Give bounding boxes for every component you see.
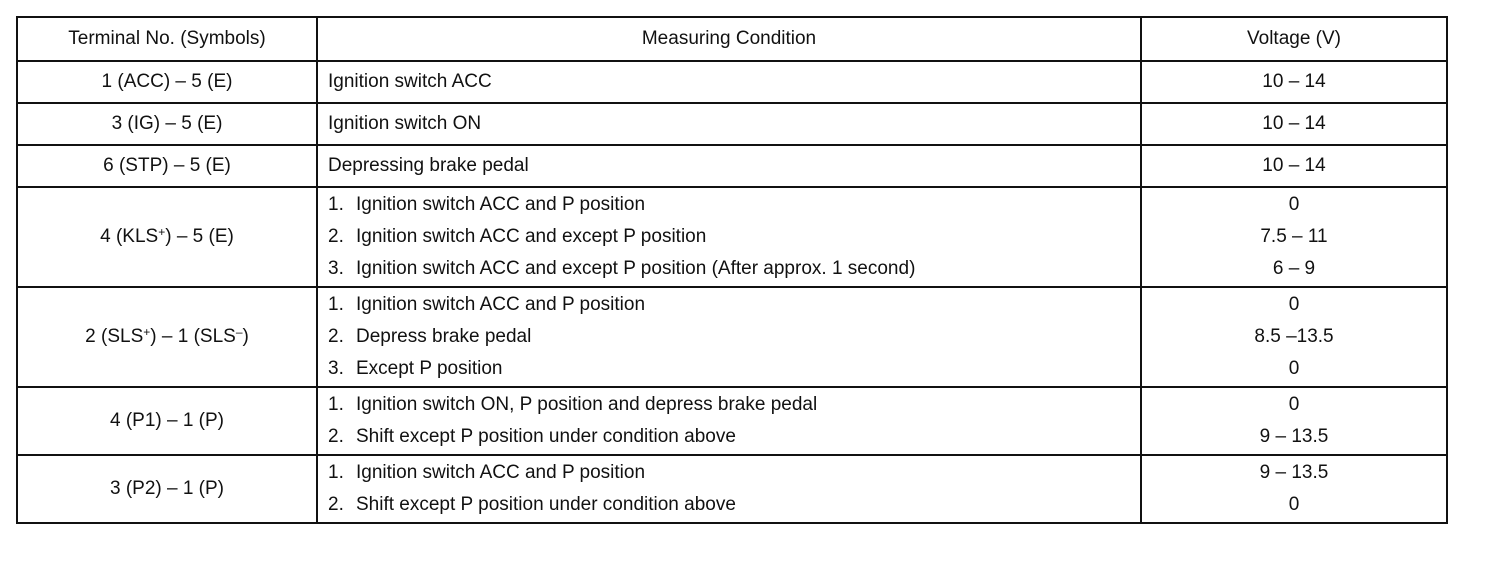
- table-row: [17, 387, 1447, 455]
- condition-text: Ignition switch ACC and except P position (After approx. 1 second): [356, 258, 916, 279]
- condition-line: Ignition switch ON: [328, 113, 482, 134]
- voltage-value: 10 – 14: [1262, 155, 1326, 176]
- condition-line: Depressing brake pedal: [328, 155, 529, 176]
- condition-text: Shift except P position under condition above: [356, 426, 736, 447]
- condition-text: Shift except P position under condition above: [356, 494, 736, 515]
- terminal-text-part: 2 (SLS: [85, 326, 144, 347]
- condition-number: 1.: [328, 194, 344, 215]
- voltage-value: 0: [1288, 358, 1300, 379]
- condition-cell: [317, 455, 1141, 523]
- terminal-text-part: ): [242, 326, 249, 347]
- condition-line: [328, 353, 1130, 385]
- condition-cell: [317, 387, 1141, 455]
- condition-number: 2.: [328, 426, 344, 447]
- terminal-cell: 4 (P1) – 1 (P): [17, 387, 317, 455]
- condition-text: Ignition switch ACC and P position: [356, 294, 646, 315]
- voltage-cell: [1141, 61, 1447, 103]
- condition-text: Except P position: [356, 358, 503, 379]
- table-row: [17, 455, 1447, 523]
- condition-cell: [317, 61, 1141, 103]
- condition-line: [328, 457, 1130, 489]
- condition-cell: [317, 287, 1141, 387]
- condition-line: [328, 289, 1130, 321]
- condition-number: 2.: [328, 226, 344, 247]
- voltage-cell: [1141, 187, 1447, 287]
- table-row: [17, 61, 1447, 103]
- condition-line: [328, 253, 1130, 285]
- table-row: [17, 287, 1447, 387]
- voltage-value: 7.5 – 11: [1260, 226, 1328, 247]
- condition-number: 3.: [328, 358, 344, 379]
- condition-line: Ignition switch ACC: [328, 71, 492, 92]
- voltage-value: 10 – 14: [1262, 113, 1326, 134]
- terminal-cell: [17, 287, 317, 387]
- header-condition: Measuring Condition: [317, 17, 1141, 61]
- condition-text: Ignition switch ACC and except P position: [356, 226, 707, 247]
- terminal-cell: [17, 187, 317, 287]
- voltage-value: 0: [1288, 494, 1300, 515]
- header-voltage: Voltage (V): [1141, 17, 1447, 61]
- condition-number: 2.: [328, 326, 344, 347]
- condition-number: 1.: [328, 394, 344, 415]
- condition-text: Ignition switch ON, P position and depress brake pedal: [356, 394, 818, 415]
- condition-line: [328, 489, 1130, 521]
- condition-number: 2.: [328, 494, 344, 515]
- condition-cell: [317, 103, 1141, 145]
- condition-text: Depress brake pedal: [356, 326, 532, 347]
- terminal-cell: 1 (ACC) – 5 (E): [17, 61, 317, 103]
- condition-cell: [317, 187, 1141, 287]
- condition-line: [328, 421, 1130, 453]
- condition-number: 3.: [328, 258, 344, 279]
- terminal-cell: 3 (P2) – 1 (P): [17, 455, 317, 523]
- condition-text: Ignition switch ACC and P position: [356, 194, 646, 215]
- terminal-superscript: –: [235, 325, 243, 339]
- header-row: [17, 17, 1447, 61]
- terminal-text-part: ) – 1 (SLS: [150, 326, 236, 347]
- terminal-superscript: +: [158, 225, 166, 239]
- terminal-text-part: ) – 5 (E): [165, 226, 234, 247]
- voltage-cell: [1141, 145, 1447, 187]
- condition-line: [328, 321, 1130, 353]
- condition-cell: [317, 145, 1141, 187]
- terminal-cell: 3 (IG) – 5 (E): [17, 103, 317, 145]
- voltage-value: 10 – 14: [1262, 71, 1326, 92]
- voltage-value: 9 – 13.5: [1259, 426, 1329, 447]
- header-terminal: Terminal No. (Symbols): [17, 17, 317, 61]
- condition-number: 1.: [328, 294, 344, 315]
- condition-line: [328, 221, 1130, 253]
- terminal-voltage-table: [16, 16, 1448, 524]
- voltage-cell: [1141, 103, 1447, 145]
- terminal-cell: 6 (STP) – 5 (E): [17, 145, 317, 187]
- terminal-voltage-table-wrapper: [16, 16, 1446, 524]
- condition-text: Ignition switch ACC and P position: [356, 462, 646, 483]
- voltage-value: 9 – 13.5: [1259, 462, 1329, 483]
- voltage-value: 0: [1288, 194, 1300, 215]
- voltage-value: 0: [1288, 294, 1300, 315]
- voltage-cell: [1141, 387, 1447, 455]
- voltage-value: 6 – 9: [1272, 258, 1316, 279]
- table-row: [17, 187, 1447, 287]
- table-row: [17, 145, 1447, 187]
- condition-number: 1.: [328, 462, 344, 483]
- voltage-cell: [1141, 287, 1447, 387]
- voltage-value: 8.5 –13.5: [1254, 326, 1334, 347]
- condition-line: [328, 389, 1130, 421]
- condition-line: [328, 189, 1130, 221]
- voltage-value: 0: [1288, 394, 1300, 415]
- table-row: [17, 103, 1447, 145]
- terminal-text-part: 4 (KLS: [100, 226, 159, 247]
- terminal-superscript: +: [143, 325, 151, 339]
- voltage-cell: [1141, 455, 1447, 523]
